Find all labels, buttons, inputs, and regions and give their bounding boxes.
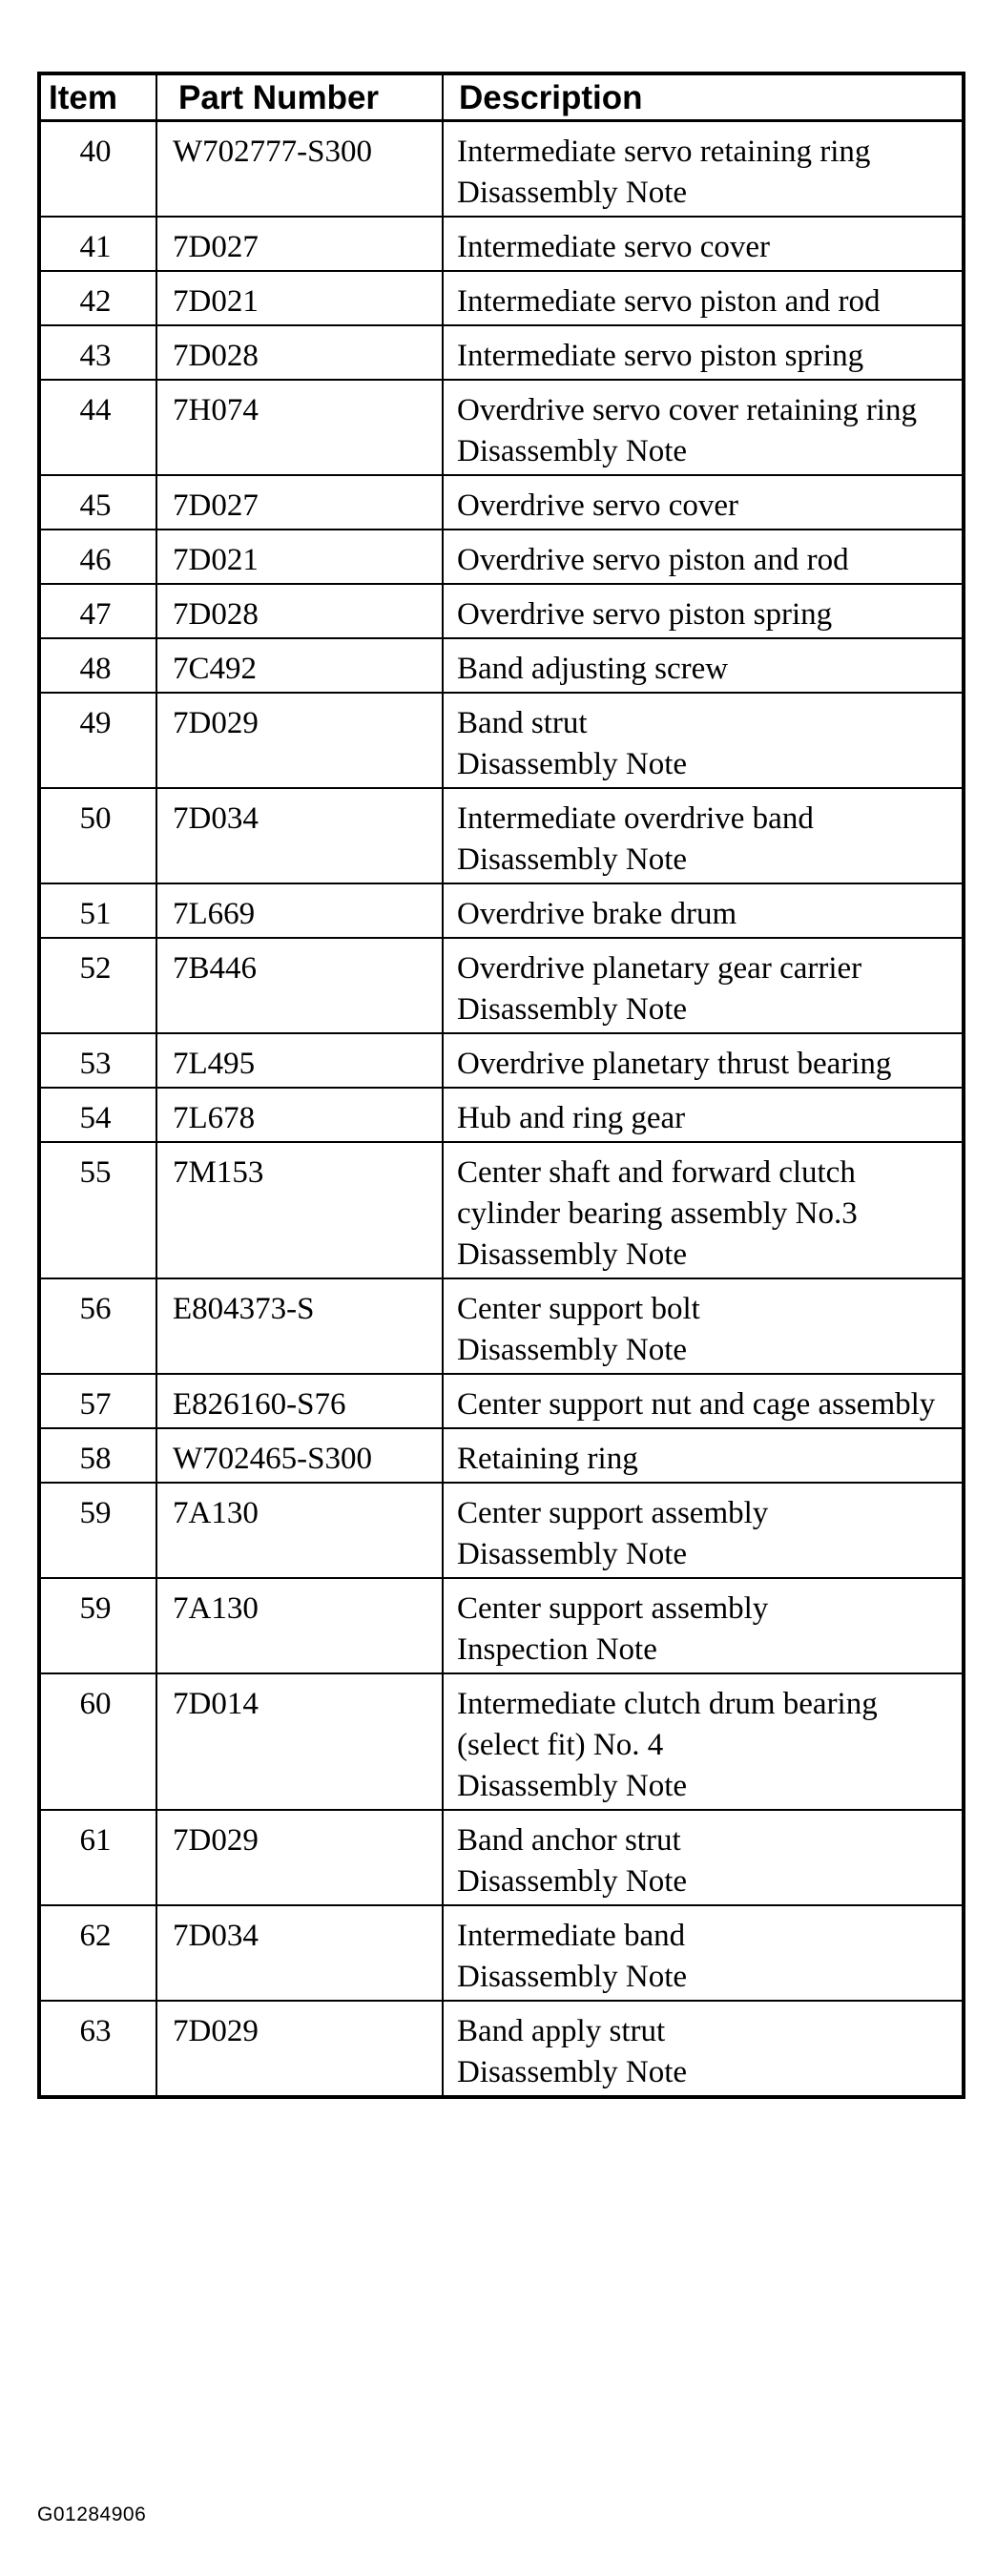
description-cell xyxy=(443,788,964,883)
table-row xyxy=(39,325,964,380)
part-number-cell: 7L669 xyxy=(156,883,443,938)
part-number-cell: 7M153 xyxy=(156,1142,443,1278)
description-cell xyxy=(443,475,964,530)
description-cell xyxy=(443,380,964,475)
description-cell xyxy=(443,1033,964,1088)
table-row xyxy=(39,475,964,530)
part-number-cell: 7L678 xyxy=(156,1088,443,1142)
item-number-cell: 46 xyxy=(39,530,156,584)
description-note: Disassembly Note xyxy=(457,1237,688,1272)
item-number-cell: 61 xyxy=(39,1810,156,1905)
item-number-cell: 52 xyxy=(39,938,156,1033)
part-number-cell: 7D027 xyxy=(156,217,443,271)
table-row xyxy=(39,1374,964,1428)
item-number-cell: 49 xyxy=(39,693,156,788)
part-number-cell: 7A130 xyxy=(156,1483,443,1578)
table-body xyxy=(39,121,964,2098)
description-text: Overdrive servo cover xyxy=(457,488,739,523)
figure-code: G01284906 xyxy=(37,2503,147,2525)
description-cell xyxy=(443,1810,964,1905)
part-number-cell: E804373-S xyxy=(156,1278,443,1374)
description-text: Band anchor strut xyxy=(457,1823,681,1858)
description-cell xyxy=(443,584,964,638)
item-number-cell: 57 xyxy=(39,1374,156,1428)
part-number-cell: 7D014 xyxy=(156,1673,443,1810)
description-note: Disassembly Note xyxy=(457,992,688,1027)
item-number-cell: 47 xyxy=(39,584,156,638)
description-text: Intermediate band xyxy=(457,1919,686,1953)
description-cell xyxy=(443,1428,964,1483)
header-item: Item xyxy=(39,73,156,121)
description-cell xyxy=(443,938,964,1033)
description-cell xyxy=(443,883,964,938)
part-number-cell: 7H074 xyxy=(156,380,443,475)
description-cell xyxy=(443,693,964,788)
table-row xyxy=(39,883,964,938)
item-number-cell: 50 xyxy=(39,788,156,883)
description-note: Disassembly Note xyxy=(457,2055,688,2089)
parts-table xyxy=(37,72,965,2099)
part-number-cell: 7D029 xyxy=(156,1810,443,1905)
part-number-cell: 7L495 xyxy=(156,1033,443,1088)
description-note: Disassembly Note xyxy=(457,176,688,210)
item-number-cell: 54 xyxy=(39,1088,156,1142)
part-number-cell: 7D034 xyxy=(156,1905,443,2001)
description-cell xyxy=(443,1673,964,1810)
description-text: Overdrive servo piston and rod xyxy=(457,543,849,577)
description-cell xyxy=(443,530,964,584)
item-number-cell: 62 xyxy=(39,1905,156,2001)
header-description: Description xyxy=(443,73,964,121)
description-text: Intermediate servo retaining ring xyxy=(457,135,871,169)
table-row xyxy=(39,1033,964,1088)
part-number-cell: 7D029 xyxy=(156,693,443,788)
part-number-cell: 7A130 xyxy=(156,1578,443,1673)
description-note: Disassembly Note xyxy=(457,1333,688,1367)
item-number-cell: 48 xyxy=(39,638,156,693)
table-row xyxy=(39,938,964,1033)
item-number-cell: 58 xyxy=(39,1428,156,1483)
table-row xyxy=(39,1673,964,1810)
part-number-cell: 7D028 xyxy=(156,325,443,380)
item-number-cell: 53 xyxy=(39,1033,156,1088)
table-row xyxy=(39,1483,964,1578)
description-cell xyxy=(443,1374,964,1428)
item-number-cell: 44 xyxy=(39,380,156,475)
item-number-cell: 63 xyxy=(39,2001,156,2097)
item-number-cell: 45 xyxy=(39,475,156,530)
table-row xyxy=(39,271,964,325)
part-number-cell: W702777-S300 xyxy=(156,121,443,218)
description-text: Overdrive servo cover retaining ring xyxy=(457,393,917,427)
item-number-cell: 59 xyxy=(39,1483,156,1578)
table-row xyxy=(39,121,964,218)
description-text: Intermediate clutch drum bearing (select fit) No. 4 xyxy=(457,1687,878,1762)
description-note: Disassembly Note xyxy=(457,1769,688,1803)
description-note: Disassembly Note xyxy=(457,1537,688,1571)
description-text: Center support bolt xyxy=(457,1292,700,1326)
description-text: Center support assembly xyxy=(457,1591,769,1626)
description-text: Overdrive planetary gear carrier xyxy=(457,951,862,986)
table-row xyxy=(39,2001,964,2097)
part-number-cell: 7D028 xyxy=(156,584,443,638)
description-cell xyxy=(443,2001,964,2097)
description-text: Center support assembly xyxy=(457,1496,769,1530)
table-row xyxy=(39,1428,964,1483)
description-text: Band strut xyxy=(457,706,588,740)
description-note: Disassembly Note xyxy=(457,842,688,877)
item-number-cell: 41 xyxy=(39,217,156,271)
item-number-cell: 55 xyxy=(39,1142,156,1278)
part-number-cell: 7D021 xyxy=(156,530,443,584)
description-text: Overdrive brake drum xyxy=(457,897,737,931)
table-row xyxy=(39,530,964,584)
table-row xyxy=(39,693,964,788)
description-cell xyxy=(443,1905,964,2001)
description-text: Intermediate servo piston spring xyxy=(457,339,864,373)
description-text: Center shaft and forward clutch cylinder bearing assembly No.3 xyxy=(457,1155,858,1231)
table-row xyxy=(39,1142,964,1278)
part-number-cell: 7D021 xyxy=(156,271,443,325)
table-row xyxy=(39,217,964,271)
part-number-cell: E826160-S76 xyxy=(156,1374,443,1428)
table-row xyxy=(39,1578,964,1673)
description-cell xyxy=(443,271,964,325)
description-text: Band apply strut xyxy=(457,2014,666,2048)
item-number-cell: 42 xyxy=(39,271,156,325)
description-cell xyxy=(443,1088,964,1142)
description-cell xyxy=(443,1578,964,1673)
header-part-number: Part Number xyxy=(156,73,443,121)
description-text: Intermediate servo piston and rod xyxy=(457,284,881,319)
table-row xyxy=(39,1905,964,2001)
item-number-cell: 43 xyxy=(39,325,156,380)
table-row xyxy=(39,380,964,475)
item-number-cell: 40 xyxy=(39,121,156,218)
description-text: Overdrive servo piston spring xyxy=(457,597,833,632)
description-text: Band adjusting screw xyxy=(457,652,729,686)
description-cell xyxy=(443,1483,964,1578)
table-row xyxy=(39,1088,964,1142)
part-number-cell: 7D027 xyxy=(156,475,443,530)
description-text: Hub and ring gear xyxy=(457,1101,686,1135)
description-note: Disassembly Note xyxy=(457,1864,688,1899)
description-cell xyxy=(443,121,964,218)
description-text: Intermediate overdrive band xyxy=(457,801,814,836)
item-number-cell: 60 xyxy=(39,1673,156,1810)
description-note: Inspection Note xyxy=(457,1632,657,1667)
table-row xyxy=(39,788,964,883)
description-cell xyxy=(443,325,964,380)
description-cell xyxy=(443,638,964,693)
part-number-cell: 7C492 xyxy=(156,638,443,693)
description-text: Overdrive planetary thrust bearing xyxy=(457,1047,892,1081)
description-text: Center support nut and cage assembly xyxy=(457,1387,936,1422)
description-cell xyxy=(443,217,964,271)
item-number-cell: 51 xyxy=(39,883,156,938)
part-number-cell: W702465-S300 xyxy=(156,1428,443,1483)
description-cell xyxy=(443,1142,964,1278)
description-text: Intermediate servo cover xyxy=(457,230,771,264)
part-number-cell: 7B446 xyxy=(156,938,443,1033)
description-cell xyxy=(443,1278,964,1374)
item-number-cell: 59 xyxy=(39,1578,156,1673)
table-row xyxy=(39,1810,964,1905)
header-row xyxy=(39,73,964,121)
part-number-cell: 7D029 xyxy=(156,2001,443,2097)
description-note: Disassembly Note xyxy=(457,434,688,468)
table-header xyxy=(39,73,964,121)
description-note: Disassembly Note xyxy=(457,747,688,781)
description-text: Retaining ring xyxy=(457,1442,638,1476)
table-row xyxy=(39,584,964,638)
item-number-cell: 56 xyxy=(39,1278,156,1374)
description-note: Disassembly Note xyxy=(457,1960,688,1994)
part-number-cell: 7D034 xyxy=(156,788,443,883)
table-row xyxy=(39,1278,964,1374)
table-row xyxy=(39,638,964,693)
